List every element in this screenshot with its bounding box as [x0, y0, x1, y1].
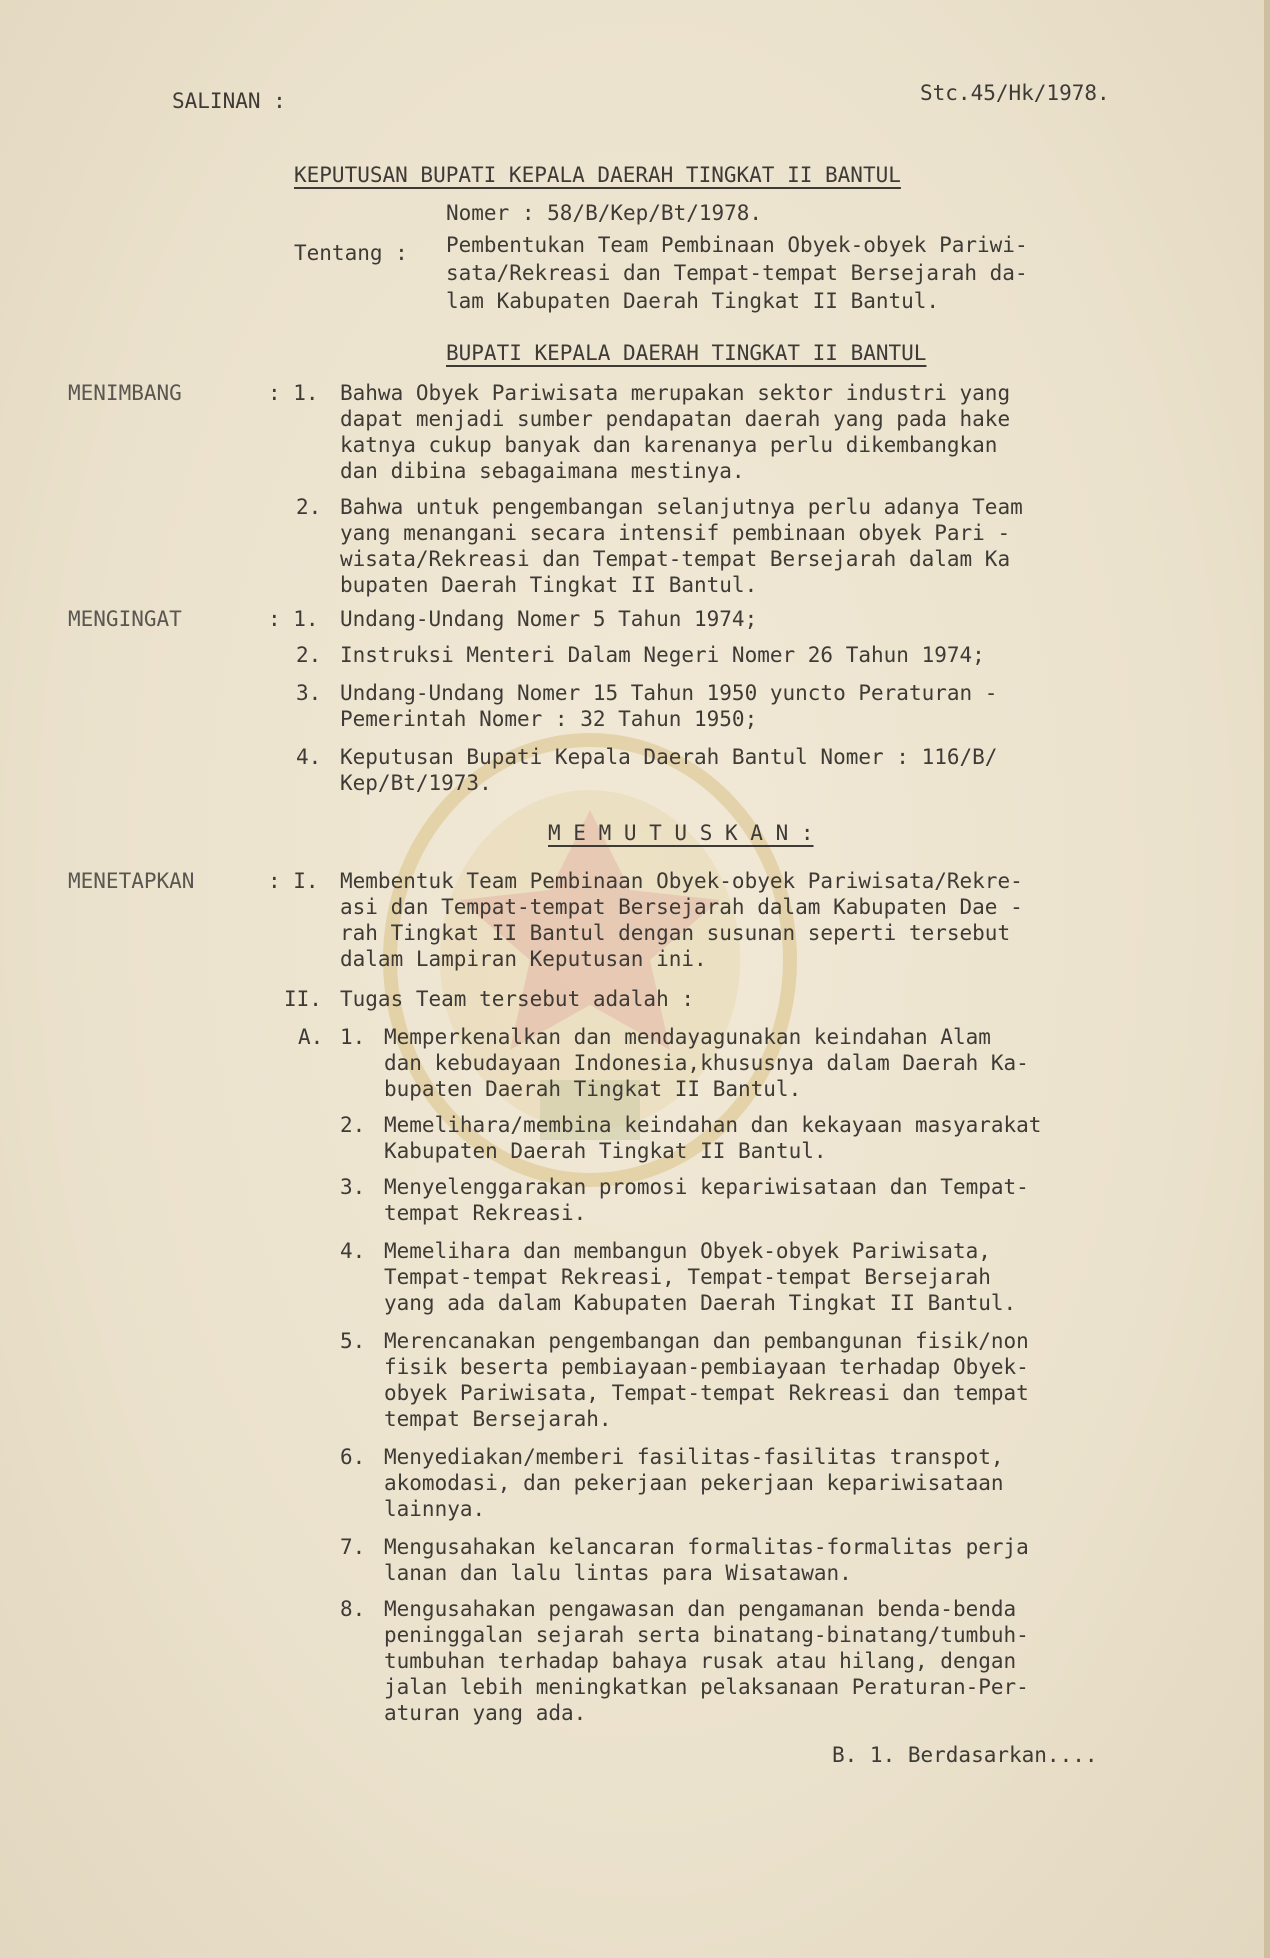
memutuskan-heading: M E M U T U S K A N :	[548, 821, 814, 845]
menetapkan-II-text: Tugas Team tersebut adalah :	[340, 987, 695, 1011]
menetapkan-I-line: rah Tingkat II Bantul dengan susunan seperti tersebut	[340, 921, 1011, 945]
task-3-line: Menyelenggarakan promosi kepariwisataan dan Tempat-	[384, 1175, 1029, 1199]
task-4-line: Memelihara dan membangun Obyek-obyek Pariwisata,	[384, 1239, 991, 1263]
task-4-line: Tempat-tempat Rekreasi, Tempat-tempat Bersejarah	[384, 1265, 991, 1289]
reference-number: Stc.45/Hk/1978.	[920, 81, 1110, 105]
task-8-line: peninggalan sejarah serta binatang-binatang/tumbuh-	[384, 1623, 1029, 1647]
mengingat-4-line: Kep/Bt/1973.	[340, 771, 492, 795]
task-6-line: akomodasi, dan pekerjaan pekerjaan kepariwisataan	[384, 1471, 1004, 1495]
task-8-line: jalan lebih meningkatkan pelaksanaan Peraturan-Per-	[384, 1675, 1029, 1699]
task-8-line: aturan yang ada.	[384, 1701, 587, 1725]
task-num-3: 3.	[340, 1175, 366, 1199]
menetapkan-num-I: : I.	[268, 869, 319, 893]
salinan-label: SALINAN :	[172, 89, 286, 113]
menimbang-1-line: Bahwa Obyek Pariwisata merupakan sektor industri yang	[340, 381, 1011, 405]
task-2-line: Kabupaten Daerah Tingkat II Bantul.	[384, 1139, 827, 1163]
mengingat-num-3: 3.	[296, 681, 322, 705]
task-num-5: 5.	[340, 1329, 366, 1353]
task-6-line: lainnya.	[384, 1497, 486, 1521]
menimbang-1-line: dan dibina sebagaimana mestinya.	[340, 459, 745, 483]
menetapkan-num-II: II.	[284, 987, 322, 1011]
task-5-line: tempat Bersejarah.	[384, 1407, 612, 1431]
paper-edge	[1264, 0, 1270, 1958]
mengingat-label: MENGINGAT	[68, 607, 182, 631]
task-7-line: Mengusahakan kelancaran formalitas-formalitas perja	[384, 1535, 1029, 1559]
task-num-6: 6.	[340, 1445, 366, 1469]
menetapkan-label: MENETAPKAN	[68, 869, 195, 893]
mengingat-num-4: 4.	[296, 745, 322, 769]
continuation-note: B. 1. Berdasarkan....	[832, 1743, 1098, 1767]
task-2-line: Memelihara/membina keindahan dan kekayaan masyarakat	[384, 1113, 1042, 1137]
decree-number: Nomer : 58/B/Kep/Bt/1978.	[446, 201, 763, 225]
task-8-line: tumbuhan terhadap bahaya rusak atau hilang, dengan	[384, 1649, 1017, 1673]
mengingat-num-2: 2.	[296, 643, 322, 667]
bupati-heading: BUPATI KEPALA DAERAH TINGKAT II BANTUL	[446, 341, 927, 365]
task-1-line: dan kebudayaan Indonesia,khususnya dalam Daerah Ka-	[384, 1051, 1029, 1075]
mengingat-3-line: Undang-Undang Nomer 15 Tahun 1950 yuncto Peraturan -	[340, 681, 998, 705]
task-7-line: lanan dan lalu lintas para Wisatawan.	[384, 1561, 852, 1585]
menimbang-2-line: wisata/Rekreasi dan Tempat-tempat Bersejarah dalam Ka	[340, 547, 1011, 571]
task-3-line: tempat Rekreasi.	[384, 1201, 587, 1225]
task-1-line: bupaten Daerah Tingkat II Bantul.	[384, 1077, 802, 1101]
group-a-label: A.	[298, 1025, 324, 1049]
tentang-line: Pembentukan Team Pembinaan Obyek-obyek Pariwi-	[446, 233, 1028, 257]
task-num-7: 7.	[340, 1535, 366, 1559]
mengingat-2-line: Instruksi Menteri Dalam Negeri Nomer 26 Tahun 1974;	[340, 643, 985, 667]
menetapkan-I-line: Membentuk Team Pembinaan Obyek-obyek Pariwisata/Rekre-	[340, 869, 1023, 893]
menetapkan-I-line: asi dan Tempat-tempat Bersejarah dalam Kabupaten Dae -	[340, 895, 1023, 919]
task-5-line: fisik beserta pembiayaan-pembiayaan terhadap Obyek-	[384, 1355, 1029, 1379]
task-num-8: 8.	[340, 1597, 366, 1621]
menimbang-label: MENIMBANG	[68, 381, 182, 405]
task-num-4: 4.	[340, 1239, 366, 1263]
task-4-line: yang ada dalam Kabupaten Daerah Tingkat II Bantul.	[384, 1291, 1017, 1315]
mengingat-1-line: Undang-Undang Nomer 5 Tahun 1974;	[340, 607, 758, 631]
tentang-label: Tentang :	[294, 241, 408, 265]
mengingat-4-line: Keputusan Bupati Kepala Daerah Bantul Nomer : 116/B/	[340, 745, 998, 769]
task-num-2: 2.	[340, 1113, 366, 1137]
menimbang-1-line: dapat menjadi sumber pendapatan daerah yang pada hake	[340, 407, 1011, 431]
menimbang-num-2: 2.	[296, 495, 322, 519]
task-num-1: 1.	[340, 1025, 366, 1049]
task-8-line: Mengusahakan pengawasan dan pengamanan benda-benda	[384, 1597, 1017, 1621]
tentang-line: lam Kabupaten Daerah Tingkat II Bantul.	[446, 289, 940, 313]
task-6-line: Menyediakan/memberi fasilitas-fasilitas transpot,	[384, 1445, 1004, 1469]
mengingat-3-line: Pemerintah Nomer : 32 Tahun 1950;	[340, 707, 758, 731]
mengingat-num-1: : 1.	[268, 607, 319, 631]
task-5-line: obyek Pariwisata, Tempat-tempat Rekreasi dan tempat	[384, 1381, 1029, 1405]
task-5-line: Merencanakan pengembangan dan pembangunan fisik/non	[384, 1329, 1029, 1353]
decree-title: KEPUTUSAN BUPATI KEPALA DAERAH TINGKAT II BANTUL	[294, 163, 901, 187]
tentang-line: sata/Rekreasi dan Tempat-tempat Bersejarah da-	[446, 261, 1028, 285]
menimbang-2-line: bupaten Daerah Tingkat II Bantul.	[340, 573, 758, 597]
menimbang-2-line: Bahwa untuk pengembangan selanjutnya perlu adanya Team	[340, 495, 1023, 519]
menimbang-2-line: yang menangani secara intensif pembinaan obyek Pari -	[340, 521, 1011, 545]
menimbang-1-line: katnya cukup banyak dan karenanya perlu dikembangkan	[340, 433, 998, 457]
menimbang-num-1: : 1.	[268, 381, 319, 405]
menetapkan-I-line: dalam Lampiran Keputusan ini.	[340, 947, 707, 971]
task-1-line: Memperkenalkan dan mendayagunakan keindahan Alam	[384, 1025, 991, 1049]
